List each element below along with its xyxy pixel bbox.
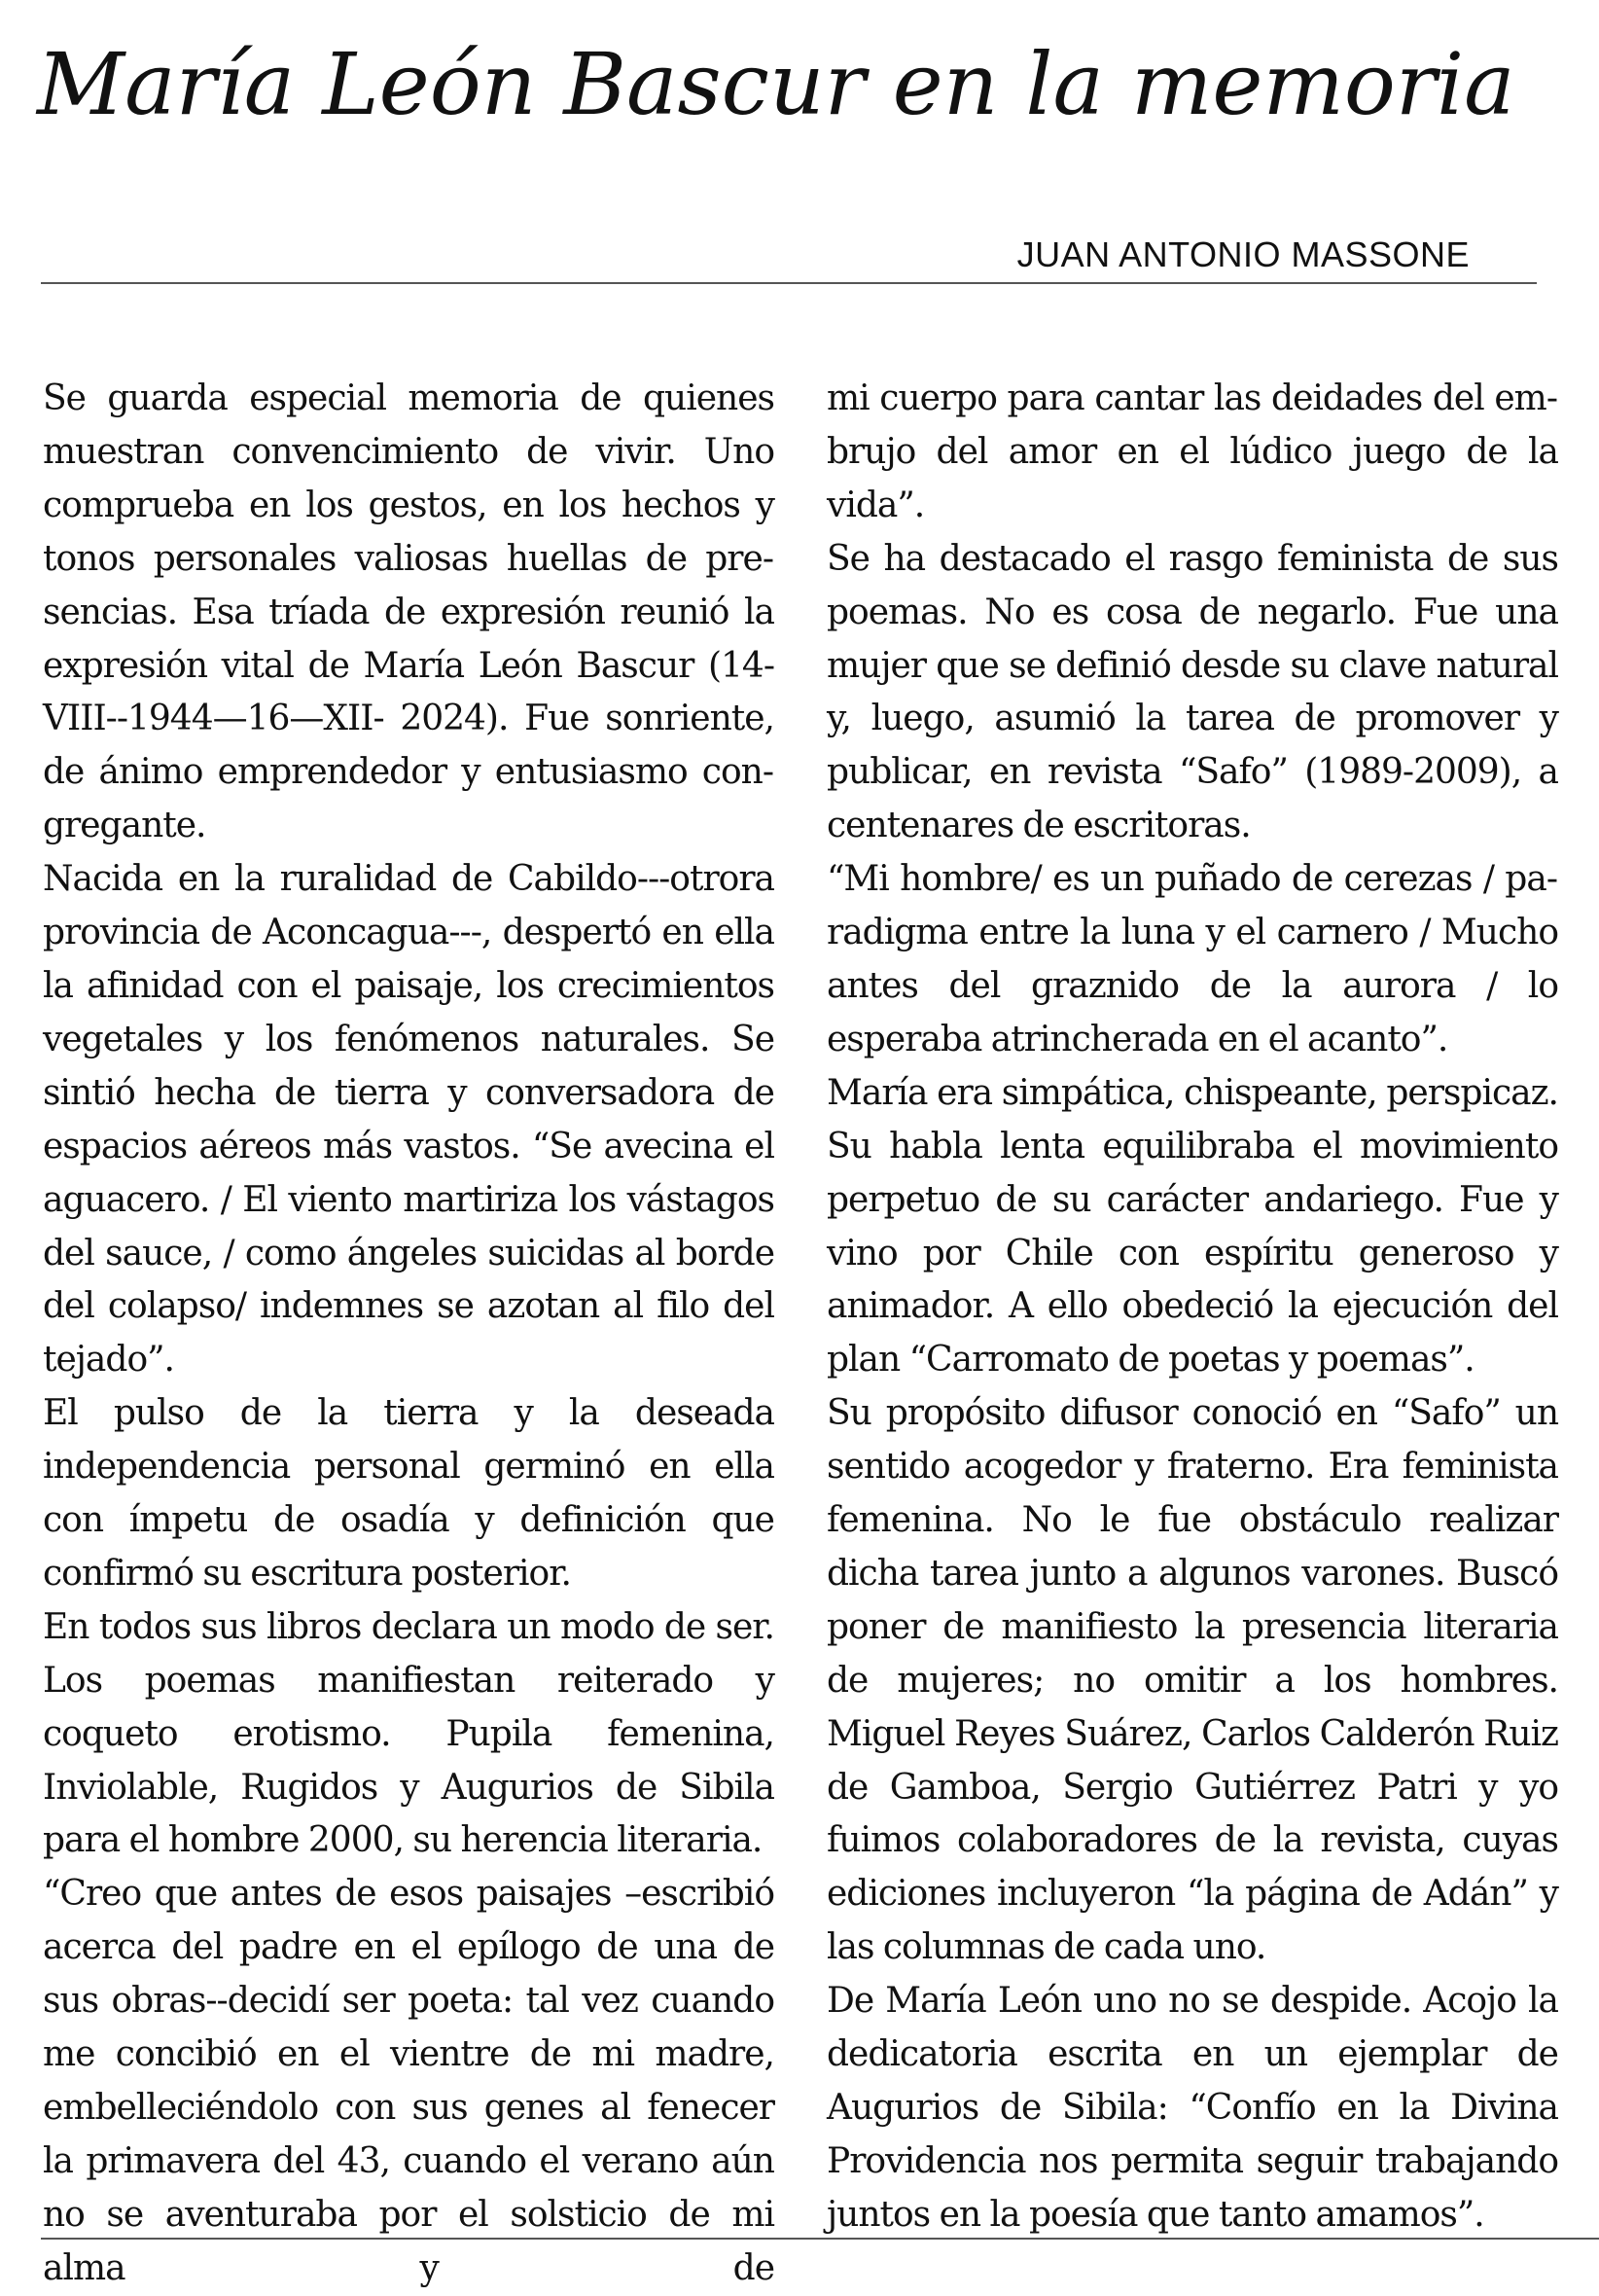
- paragraph: De María León uno no se despide. Acojo la dedicatoria escrita en un ejemplar de Augurios de Sibila: “Confío en la Divina Providencia nos permita seguir trabajando juntos en la poesía que tanto amamos”.: [827, 1981, 1558, 2235]
- paragraph: El pulso de la tierra y la deseada independencia personal germinó en ella con ímpetu de osadía y definición que confirmó su escritura posterior.: [43, 1393, 774, 1594]
- right-column: [827, 373, 1558, 2242]
- footer-divider: [41, 2238, 1599, 2240]
- paragraph: En todos sus libros declara un modo de ser. Los poemas manifiestan reiterado y coqueto erotismo. Pupila femenina, Inviolable, Rugidos y Augurios de Sibila para el hombre 2000, su herencia literaria.: [43, 1606, 774, 1861]
- paragraph: María era simpática, chispeante, perspicaz. Su habla lenta equilibraba el movimiento perpetuo de su carácter andariego. Fue y vino por Chile con espíritu generoso y animador. A ello obedeció la ejecución del plan “Carromato de poetas y poemas”.: [827, 1072, 1558, 1381]
- author-byline: JUAN ANTONIO MASSONE: [1016, 234, 1470, 274]
- article-title: María León Bascur en la memoria: [37, 34, 1515, 134]
- paragraph: mi cuerpo para cantar las deidades del embrujo del amor en el lúdico juego de la vida”.: [827, 378, 1558, 525]
- paragraph: Se ha destacado el rasgo feminista de sus poemas. No es cosa de negarlo. Fue una mujer que se definió desde su clave natural y, luego, asumió la tarea de promover y publicar, en revista “Safo” (1989-2009), a centenares de escritoras.: [827, 538, 1558, 846]
- left-column: [43, 373, 774, 2296]
- paragraph: Nacida en la ruralidad de Cabildo---otrora provincia de Aconcagua---, despertó en ella la afinidad con el paisaje, los crecimientos vegetales y los fenómenos naturales. Se sintió hecha de tierra y conversadora de espacios aéreos más vastos. “Se avecina el aguacero. / El viento martiriza los vástagos del sauce, / como ángeles suicidas al borde del colapso/ indemnes se azotan al filo del tejado”.: [43, 859, 774, 1381]
- header-divider: [41, 282, 1537, 284]
- paragraph: Su propósito difusor conoció en “Safo” un sentido acogedor y fraterno. Era feminista femenina. No le fue obstáculo realizar dicha tarea junto a algunos varones. Buscó poner de manifiesto la presencia literaria de mujeres; no omitir a los hombres. Miguel Reyes Suárez, Carlos Calderón Ruiz de Gamboa, Sergio Gutiérrez Patri y yo fuimos colaboradores de la revista, cuyas ediciones incluyeron “la página de Adán” y las columnas de cada uno.: [827, 1393, 1558, 1968]
- paragraph: Se guarda especial memoria de quienes muestran convencimiento de vivir. Uno comprueba en los gestos, en los hechos y tonos personales valiosas huellas de presencias. Esa tríada de expresión reunió la expresión vital de María León Bascur (14-VIII--1944—16—XII- 2024). Fue sonriente, de ánimo emprendedor y entusiasmo congregante.: [43, 378, 774, 846]
- paragraph: “Mi hombre/ es un puñado de cerezas / paradigma entre la luna y el carnero / Mucho antes del graznido de la aurora / lo esperaba atrincherada en el acanto”.: [827, 859, 1558, 1059]
- paragraph: “Creo que antes de esos paisajes –escribió acerca del padre en el epílogo de una de sus obras--decidí ser poeta: tal vez cuando me concibió en el vientre de mi madre, embelleciéndolo con sus genes al fenecer la primavera del 43, cuando el verano aún no se aventuraba por el solsticio de mi alma y de: [43, 1874, 774, 2288]
